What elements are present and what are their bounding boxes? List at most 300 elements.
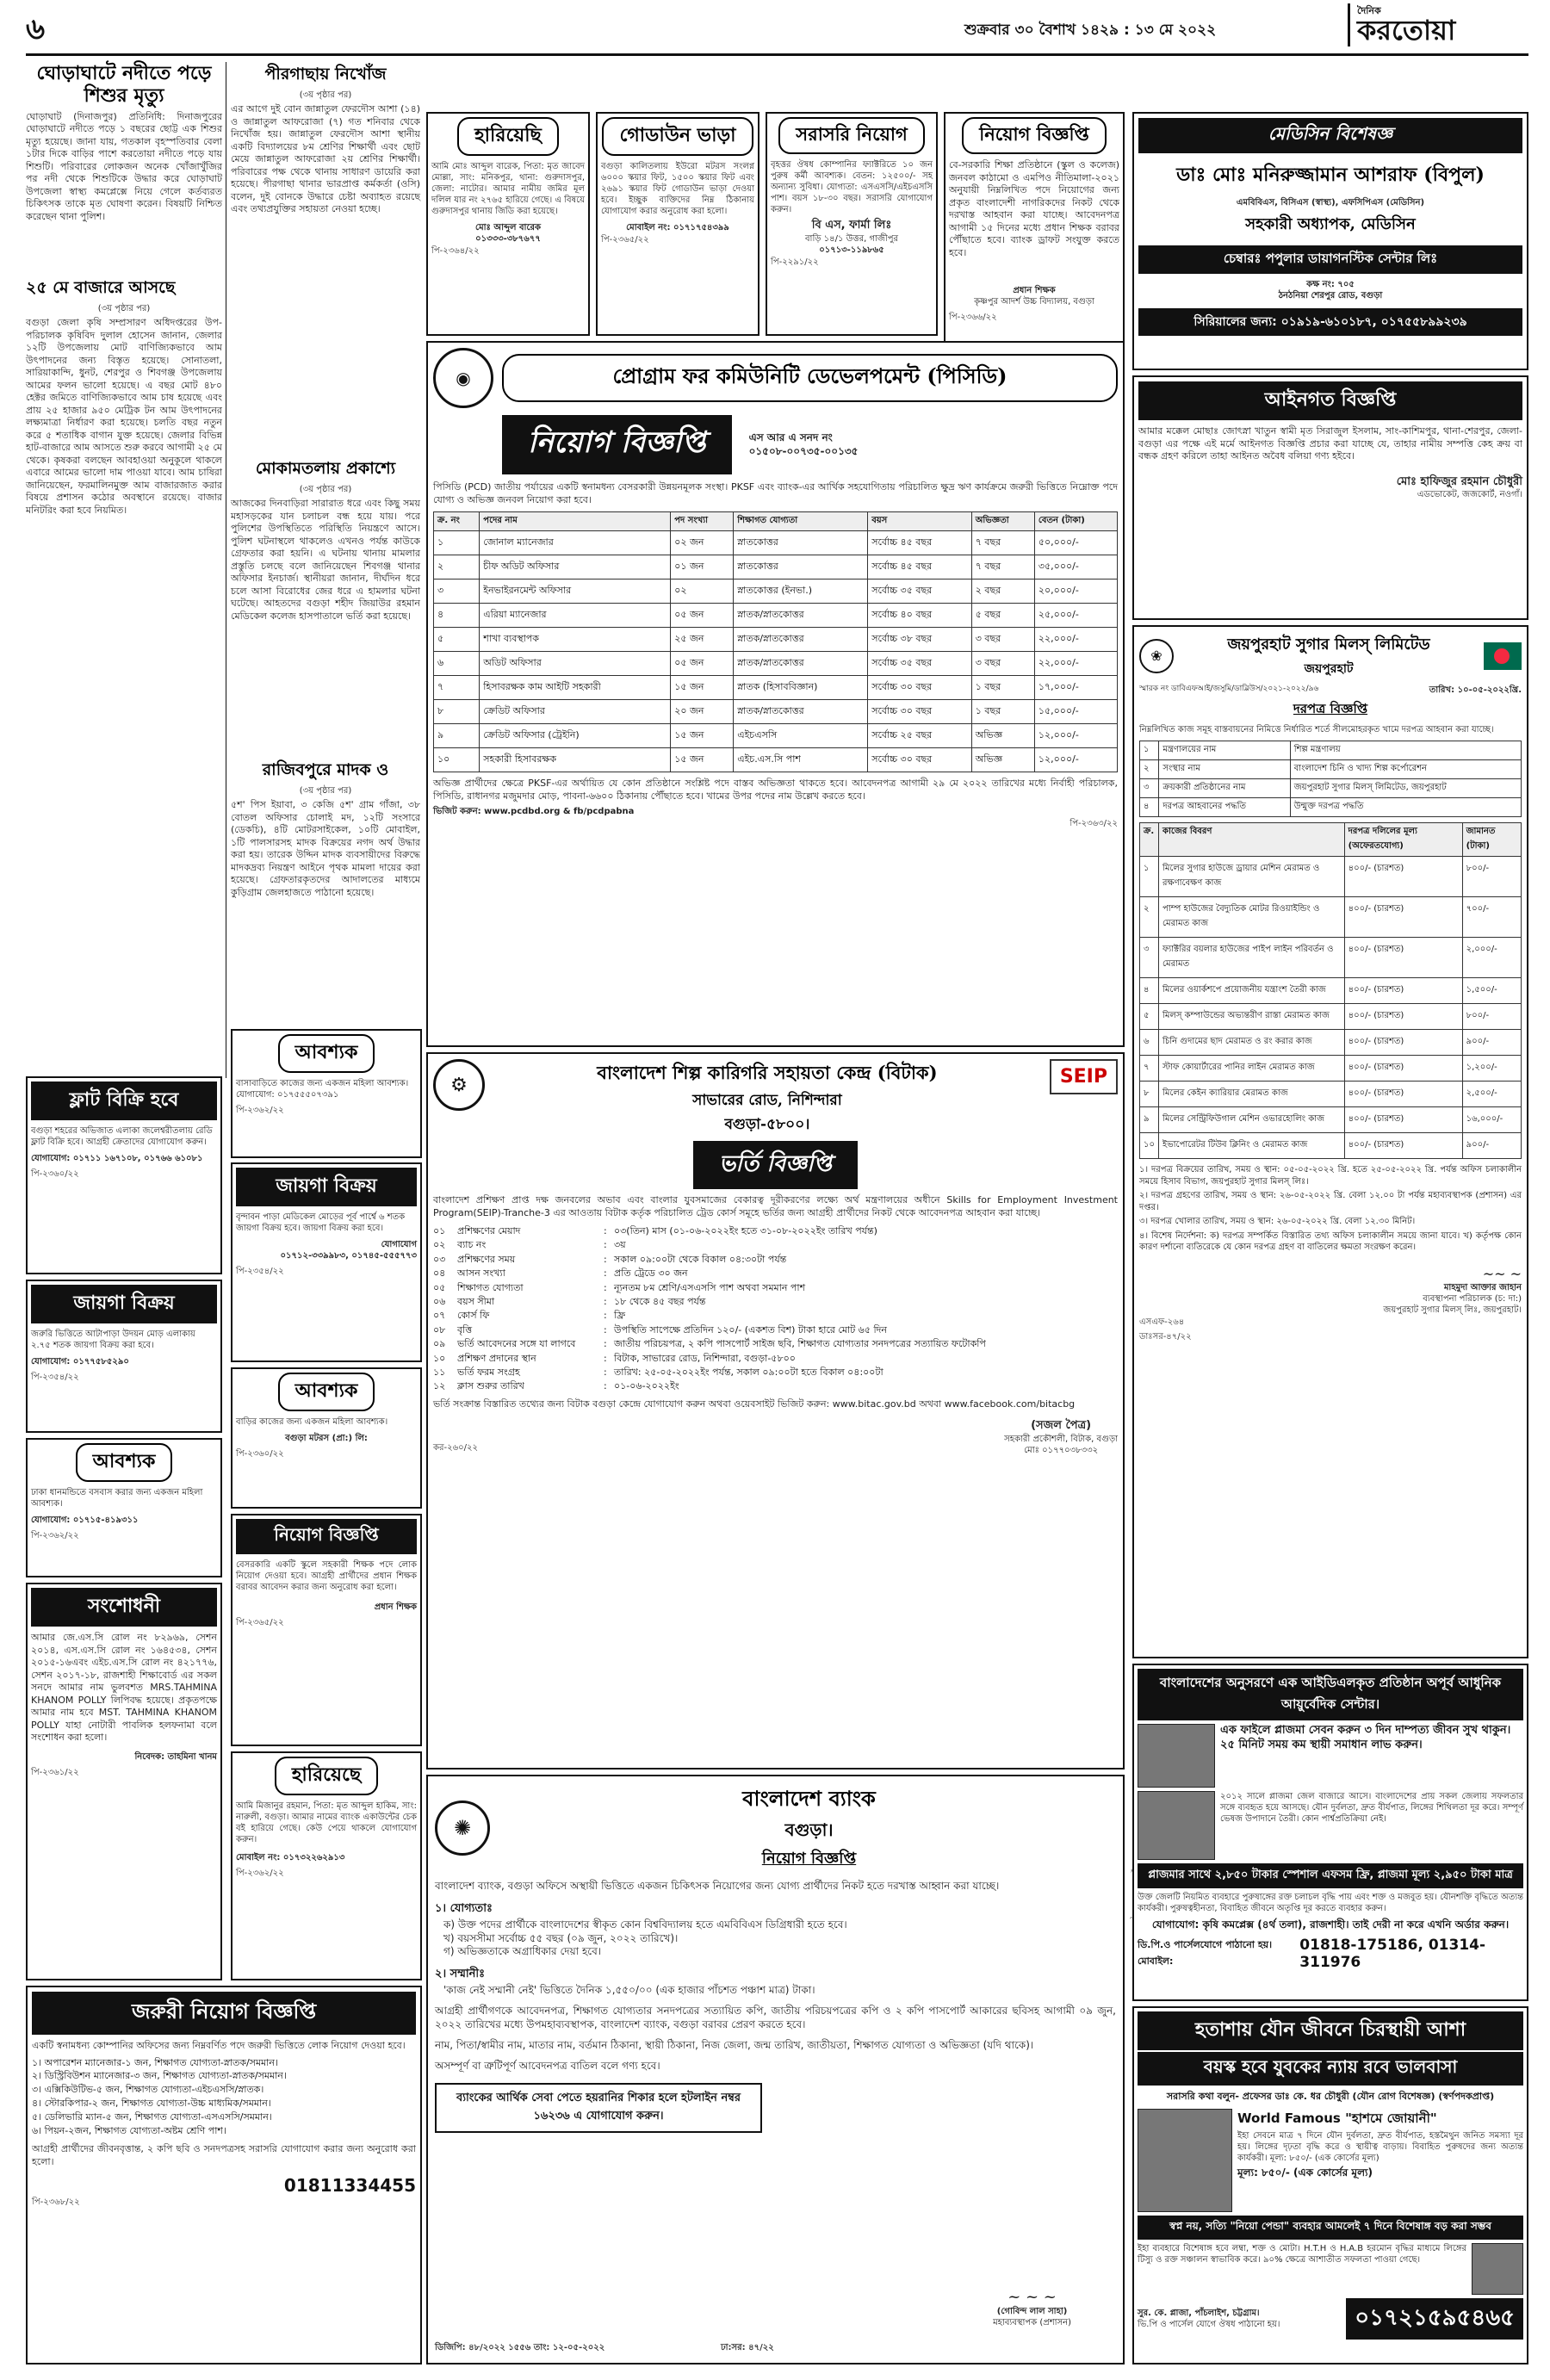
table-header: দরপত্র দলিলের মূল্য (অফেরতযোগ্য) <box>1344 823 1462 857</box>
ad-sign: মোঃ আব্দুল বারেক <box>475 223 541 232</box>
ad-title: নিয়োগ বিজ্ঞপ্তি <box>949 117 1119 154</box>
ad-title: জায়গা বিক্রয় <box>31 1285 217 1323</box>
ad-intro: একটি স্বনামধন্য কোম্পানির অফিসের জন্য নিম্নবর্ণিত পদে জরুরী ভিত্তিতে লোক নিয়োগ দেওয়া হবে। <box>32 2040 406 2051</box>
item-label: কোর্স ফি <box>457 1310 490 1322</box>
table-header: ক্র. <box>1140 823 1159 857</box>
table-cell: ৪০০/- (চারশত) <box>1344 938 1462 978</box>
doctor-heading: মেডিসিন বিশেষজ্ঞ <box>1138 118 1522 153</box>
table-cell: সর্বোচ্চ ৩৫ বছর <box>868 652 971 676</box>
sugar-sign3: জয়পুরহাট সুগার মিলস্ লিঃ, জয়পুরহাট। <box>1383 1305 1522 1315</box>
table-cell: ২২,০০০/- <box>1034 628 1117 652</box>
news-sub: (৩য় পৃষ্ঠার পর) <box>299 786 352 796</box>
item-no: ১২ <box>433 1380 446 1392</box>
list-item: ২। ডিস্ট্রিবিউশন ম্যানেজার-৩ জন, শিক্ষাগত যোগ্যতা-স্নাতক/সমমান। <box>32 2070 287 2082</box>
ad-sign2: এডভোকেট, জজকোর্ট, নওগাঁ। <box>1417 490 1522 500</box>
doctor-post: সহকারী অধ্যাপক, মেডিসিন <box>1245 215 1416 233</box>
table-cell: সংস্থার নাম <box>1159 760 1290 779</box>
ad-songshodhoni <box>26 1583 222 1980</box>
ad-bangladesh-bank <box>426 1775 1125 2365</box>
ad-body: বগুড়া কালিতলায় ইউরো মটরস সংলগ্ন ৬০০০ স্কয়ার ফিট, ১৫০০ স্কয়ার ফিট এবং ২৬৯১ স্কয়ার ফিট গোডাউন ভাড়া দেওয়া হবে। ইচ্ছুক ব্যক্তিদের নিম্ন ঠিকানায় যোগাযোগ করার অনুরোধ করা হলো। <box>601 162 754 216</box>
table-cell: অভিজ্ঞ <box>971 748 1034 772</box>
issue-date: শুক্রবার ৩০ বৈশাখ ১৪২৯ : ১৩ মে ২০২২ <box>964 22 1217 39</box>
table-row <box>1140 798 1522 817</box>
ad-herbal-1 <box>1132 1664 1528 2001</box>
ad-abosshok-2 <box>231 1367 422 1509</box>
sugar-logo-icon: ❀ <box>1139 639 1174 673</box>
item-no: ১০ <box>433 1352 446 1364</box>
ad-sorasori-niyog <box>766 112 938 336</box>
table-cell: এরিয়া ম্যানেজার <box>480 604 671 628</box>
table-cell: ১৫ জন <box>671 748 734 772</box>
herbal2-phone: ০১৭২১৫৯৫৪৬৫ <box>1346 2298 1523 2340</box>
bank-para3: অসম্পূর্ণ বা ত্রুটিপূর্ণ আবেদনপত্র বাতিল বলে গণ্য হবে। <box>435 2059 660 2072</box>
list-item <box>433 1379 1118 1392</box>
list-item: ৩। দরপত্র খোলার তারিখ, সময় ও স্থান: ২৬-০৫-২০২২ খ্রি. বেলা ১২.৩০ মিনিট। <box>1139 1217 1416 1226</box>
table-cell: ১ <box>434 531 480 555</box>
ad-phone: যোগাযোগ: ০১৭১৫-৪১৯৩১১ <box>31 1515 139 1525</box>
news-pirgacha <box>231 62 420 216</box>
table-row <box>1140 938 1522 978</box>
ad-abosshok-3 <box>26 1438 222 1577</box>
table-cell: শিল্প মন্ত্রণালয় <box>1290 741 1521 760</box>
list-item: ১। অপারেশন ম্যানেজার-১ জন, শিক্ষাগত যোগ্যতা-স্নাতক/সমমান। <box>32 2056 278 2068</box>
ad-ref: পি-২৩৬৬/২২ <box>949 313 997 323</box>
sugar-works-table <box>1139 822 1522 1159</box>
bank-para: আগ্রহী প্রার্থীগণকে আবেদনপত্র, শিক্ষাগত যোগ্যতার সনদপত্রের সত্যায়িত কপি, জাতীয় পরিচয়পত্রের কপি ও ২ কপি পাসপোর্ট আকারের ছবিসহ আগামী ০৯ জুন, ২০২২ তারিখের মধ্যে উপমহাব্যবস্থাপক, বাংলাদেশ ব্যাংক, বগুড়া বরাবর প্রেরণ করতে হবে। <box>435 2005 1116 2030</box>
ad-body: আমার জে.এস.সি রোল নং ৮২৯৬৯, সেশন ২০১৪, এস.এস.সি রোল নং ১৬৪৫৩৪, সেশন ২০১৫-১৬এবং এইচ.এস.সি রোল নং ৪২১৭৭৬, সেশন ২০১৭-১৮, রাজশাহী শিক্ষাবোর্ড এর সকল সনদে আমার নাম ভুলবশত MRS.TAHMINA KHANOM POLLY লিপিবদ্ধ হয়েছে। প্রকৃতপক্ষে আমার নাম হবে MST. TAHMINA KHANOM POLLY যাহা নোটারী পাবলিক হলফনামা বলে সংশোধন করা হলো। <box>31 1632 217 1744</box>
ad-phone: যোগাযোগ: ০১৭১১ ১৬৭১০৮, ০১৭৬৬ ৬১০৮১ <box>31 1154 203 1163</box>
bd-flag-icon <box>1484 642 1522 670</box>
ad-ref-2: ঢা:সর: ৪৭/২২ <box>721 2343 774 2352</box>
table-cell: ০১ জন <box>671 555 734 580</box>
herbal2-addr: সুর. কে. প্লাজা, পাঁচলাইশ, চট্টগ্রাম। <box>1138 2309 1260 2318</box>
list-item: ৪। স্টোরকিপার-২ জন, শিক্ষাগত যোগ্যতা-উচ্চ মাধ্যমিক/সমমান। <box>32 2098 271 2110</box>
bank-logo-icon: ✺ <box>435 1800 490 1856</box>
item-value: তারিখ: ২৫-০৫-২০২২ইং পর্যন্ত, সকাল ০৯:০০টা হতে বিকাল ০৪:০০টা <box>614 1366 884 1378</box>
ad-body: বৃহত্তর ঔষধ কোম্পানির ফ্যাক্টরিতে ১০ জন পুরুষ কর্মী আবশ্যক। বেতন: ১২৫০০/- সহ অন্যান্য সুবিধা। যোগ্যতা: এসএসসি/এইচএসসি পাশ। বয়স ১৮-৩০ বছর। সরাসরি যোগাযোগ করুন। <box>771 160 933 214</box>
news-sub: (৩য় পৃষ্ঠার পর) <box>299 90 352 100</box>
ad-phone: 01811334455 <box>283 2175 416 2197</box>
herbal1-doctor-image <box>1138 1791 1215 1860</box>
table-row <box>434 628 1118 652</box>
ad-body: বগুড়া শহরের অভিজাত এলাকা জলেশ্বরীতলায় রেডি ফ্লাট বিক্রি হবে। আগ্রহী ক্রেতাদের যোগাযোগ করুন। <box>31 1126 213 1147</box>
table-cell: ১ বছর <box>971 676 1034 700</box>
logo-text: করতোয়া <box>1357 14 1456 46</box>
table-row <box>434 555 1118 580</box>
herbal1-product-image <box>1138 1724 1215 1788</box>
table-cell: ৭ <box>434 676 480 700</box>
table-cell: ৭০০/- <box>1462 897 1521 938</box>
table-cell: ৪০০/- (চারশত) <box>1344 1082 1462 1107</box>
table-cell: ৩৫,০০০/- <box>1034 555 1117 580</box>
item-sep: : <box>604 1267 607 1280</box>
table-cell: মিলের কেইন ক্যারিয়ার মেরামত কাজ <box>1159 1082 1345 1107</box>
table-cell: ১,২০০/- <box>1462 1056 1521 1082</box>
item-value: ১৮ থেকে ৪৫ বছর পর্যন্ত <box>614 1295 706 1307</box>
ad-phone: ০১৩৩৩-৩৮৭৬৭৭ <box>475 234 541 244</box>
table-row <box>1140 779 1522 798</box>
ad-sign: মোঃ হাফিজুর রহমান চৌধুরী <box>1396 474 1522 488</box>
table-row <box>434 531 1118 555</box>
table-cell: ক্রয়কারী প্রতিষ্ঠানের নাম <box>1159 779 1290 798</box>
bank-l1: ক) উক্ত পদের প্রার্থীকে বাংলাদেশের স্বীকৃত কোন বিশ্ববিদ্যালয় হতে এমবিবিএস ডিগ্রিধারী হতে হবে। <box>443 1918 847 1931</box>
table-row <box>434 700 1118 724</box>
table-cell: ৭ বছর <box>971 531 1034 555</box>
sugar-terms <box>1139 1164 1522 1254</box>
ad-ref: পি-২৩৫৪/২২ <box>31 1373 79 1382</box>
table-cell: জয়পুরহাট সুগার মিলস্ লিমিটেড, জয়পুরহাট <box>1290 779 1521 798</box>
table-cell: ৯০০/- <box>1462 1030 1521 1056</box>
news-ghoraghat <box>26 62 222 223</box>
item-sep: : <box>604 1239 607 1251</box>
table-row <box>434 580 1118 604</box>
seip-badge: SEIP <box>1050 1059 1118 1094</box>
news-sub: (৩য় পৃষ্ঠার পর) <box>299 485 352 494</box>
table-cell: স্নাতক/স্নাতকোত্তর <box>734 700 868 724</box>
masthead-logo <box>1348 3 1528 46</box>
news-title: রাজিবপুরে মাদক ও <box>262 760 389 779</box>
item-label: আসন সংখ্যা <box>457 1267 505 1280</box>
table-header: ক্র. নং <box>434 512 480 531</box>
table-header: কাজের বিবরণ <box>1159 823 1345 857</box>
sugar-sign2: ব্যবস্থাপনা পরিচালক (চ: দা:) <box>1423 1293 1522 1304</box>
table-cell: সর্বোচ্চ ৪৫ বছর <box>868 531 971 555</box>
ad-contact: বি এস, ফার্মা লিঃ <box>811 219 892 232</box>
table-cell: সর্বোচ্চ ৪০ বছর <box>868 604 971 628</box>
ad-sign: নিবেদক: তাহমিনা খানম <box>134 1751 217 1762</box>
doctor-room: কক্ষ নং: ৭০৫ <box>1306 280 1355 289</box>
herbal1-phone: 01818-175186, 01314-311976 <box>1299 1937 1486 1971</box>
ad-ref: পি-২৩৬৫/২২ <box>236 1618 284 1627</box>
table-cell: মিলস্ কম্পাউন্ডের অভ্যন্তরীণ রাস্তা মেরামত কাজ <box>1159 1004 1345 1030</box>
list-item <box>433 1323 1118 1336</box>
table-cell: ৮০০/- <box>1462 1004 1521 1030</box>
ad-sign: প্রধান শিক্ষক <box>374 1602 417 1612</box>
table-cell: ৪ <box>1140 798 1159 817</box>
table-cell: ১২,০০০/- <box>1034 724 1117 748</box>
pcd-title: প্রোগ্রাম ফর কমিউনিটি ডেভেলপমেন্ট (পিসিডি) <box>502 354 1118 402</box>
table-cell: ২৫ জন <box>671 628 734 652</box>
ad-hariyechhi-2 <box>231 1751 422 1980</box>
ad-ref: পি-২২৯১/২২ <box>771 257 819 267</box>
doctor-address: ঠনঠনিয়া শেরপুর রোড, বগুড়া <box>1278 291 1383 301</box>
table-cell: ১৬,০০০/- <box>1462 1107 1521 1133</box>
ad-title: আবশ্যক <box>236 1034 417 1073</box>
herbal1-headline: বাংলাদেশের অনুসরণে এক আইডিএলকৃত প্রতিষ্ঠান অপূর্ব আধুনিক আয়ুর্বেদিক সেন্টার। <box>1138 1669 1523 1720</box>
table-cell: এইচ.এস.সি পাশ <box>734 748 868 772</box>
table-cell: ৪০০/- (চারশত) <box>1344 1004 1462 1030</box>
table-cell: ৮০০/- <box>1462 857 1521 897</box>
ad-phone: ০১৭১২-৩৩৯৯৮৩, ০১৭৪৫-৫৫৫৭৭৩ <box>280 1251 417 1261</box>
bitac-sign: (সজল পৈত্র) <box>1031 1419 1092 1433</box>
table-row <box>434 604 1118 628</box>
sugar-signature: ~~ ~ <box>1482 1265 1522 1282</box>
item-no: ০৮ <box>433 1323 446 1336</box>
sugar-date: তারিখ: ১০-০৫-২০২২খ্রি. <box>1429 685 1522 695</box>
table-cell: স্টাফ কোয়ার্টারের পানির লাইন মেরামত কাজ <box>1159 1056 1345 1082</box>
ad-jorori-niyog <box>26 1986 422 2365</box>
item-sep: : <box>604 1352 607 1364</box>
table-header: বেতন (টাকা) <box>1034 512 1117 531</box>
item-no: ১১ <box>433 1366 446 1378</box>
ad-ref: ডিজিপি: ৪৮/২০২২ ১৫৫৬ তাং: ১২-০৫-২০২২ <box>435 2343 605 2352</box>
table-row <box>1140 978 1522 1004</box>
table-cell: ১০ <box>1140 1133 1159 1159</box>
bitac-items <box>433 1224 1118 1393</box>
pcd-reg: এস আর এ সনদ নং ০১৫০৮-০০৭৩৫-০০১৩৫ <box>748 431 859 457</box>
table-cell: স্নাতক/স্নাতকোত্তর <box>734 628 868 652</box>
ad-body: বাসাবাড়িতে কাজের জন্য একজন মহিলা আবশ্যক। যোগাযোগ: ০১৭৫৫৫০৭৩৯১ <box>236 1079 409 1100</box>
ad-sugar-mill <box>1132 625 1528 1658</box>
ad-body: আমার মক্কেল মোছাঃ জোৎস্না খাতুন স্বামী মৃত সিরাজুল ইসলাম, সাং-কাশিমপুর, থানা-শেরপুর, জেলা-বগুড়া এর পক্ষে এই মর্মে আইনগত বিজ্ঞপ্তি প্রচার করা যাচ্ছে যে, তাহার নামীয় সম্পত্তি কেহ ক্রয় বা বন্ধক গ্রহণ করিলে তাহা আইনত অবৈধ বলিয়া গণ্য হইবে। <box>1138 425 1522 462</box>
table-row <box>434 748 1118 772</box>
bitac-addr1: সাভারের রোড, নিশিন্দারা <box>692 1092 842 1109</box>
table-cell: স্নাতকোত্তর <box>734 531 868 555</box>
table-cell: ৪ <box>1140 978 1159 1004</box>
item-label: বৃত্তি <box>457 1323 473 1336</box>
table-cell: ০৫ জন <box>671 604 734 628</box>
list-item <box>433 1352 1118 1365</box>
table-row <box>434 652 1118 676</box>
ad-title: আইনগত বিজ্ঞপ্তি <box>1138 381 1522 420</box>
item-value: জাতীয় পরিচয়পত্র, ২ কপি পাসপোর্ট সাইজ ছবি, শিক্ষাগত যোগ্যতার সনদপত্রের সত্যায়িত ফটোকপি <box>614 1338 986 1350</box>
table-cell: ৮ <box>434 700 480 724</box>
item-no: ০১ <box>433 1225 446 1237</box>
ad-ref: পি-২৩৬১/২২ <box>31 1767 79 1777</box>
table-cell: সর্বোচ্চ ৩৮ বছর <box>868 628 971 652</box>
table-header: অভিজ্ঞতা <box>971 512 1034 531</box>
table-cell: ৯ <box>434 724 480 748</box>
table-cell: এইচএসসি <box>734 724 868 748</box>
ad-ref: পি-২৩৬০/২২ <box>236 1449 284 1459</box>
table-cell: সর্বোচ্চ ৩০ বছর <box>868 700 971 724</box>
item-no: ০২ <box>433 1239 446 1251</box>
ad-phone: মোবাইল নং: ০১৭১৭৫৪৩৯৯ <box>626 223 729 232</box>
item-value: ০৩(তিন) মাস (০১-০৬-২০২২ইং হতে ৩১-০৮-২০২২ইং তারিখ পর্যন্ত) <box>614 1225 877 1237</box>
item-label: বয়স সীমা <box>457 1295 495 1307</box>
table-cell: মিলের সুগার হাউজে ড্রায়ার মেশিন মেরামত ও রক্ষণাবেক্ষণ কাজ <box>1159 857 1345 897</box>
ad-ref: পি-২৩৬৮/২২ <box>32 2197 80 2208</box>
ad-contact: যোগাযোগ <box>381 1240 417 1249</box>
ad-body: বৃন্দাবন পাড়া মেডিকেল মোড়ের পূর্ব পার্শ্বে ৬ শতক জায়গা বিক্রয় হবে। জায়গা বিক্রয় করা হবে। <box>236 1212 406 1233</box>
ad-legal-notice <box>1132 375 1528 620</box>
table-cell: ২২,০০০/- <box>1034 652 1117 676</box>
table-cell: ১ <box>1140 741 1159 760</box>
ad-title: জরুরী নিয়োগ বিজ্ঞপ্তি <box>32 1992 416 2035</box>
list-item <box>433 1281 1118 1294</box>
news-rajibpur <box>231 758 420 899</box>
herbal1-sub: এক ফাইলে প্লাজমা সেবন করুন ৩ দিন দাম্পত্য জীবন সুখ থাকুন। ২৫ মিনিট সময় কম স্থায়ী সমাধান লাভ করুন। <box>1220 1724 1511 1751</box>
ad-body: বে-সরকারি শিক্ষা প্রতিষ্ঠানে (স্কুল ও কলেজ) জনবল কাঠামো ও এমপিও নীতিমালা-২০২১ অনুযায়ী নিম্নলিখিত পদে নিয়োগের জন্য প্রকৃত বাংলাদেশী নাগরিকদের নিকট থেকে দরখাস্ত আহবান করা যাচ্ছে। আবেদনপত্র আগামী ১৫ দিনের মধ্যে প্রধান শিক্ষক বরাবর পৌঁছাতে হবে। ব্যাংক ড্রাফট সংযুক্ত করতে হবে। <box>949 159 1119 258</box>
table-cell: ৩ <box>1140 779 1159 798</box>
doctor-degrees: এমবিবিএস, বিসিএস (স্বাস্থ্য), এফসিপিএস (মেডিসিন) <box>1236 198 1425 208</box>
list-item <box>433 1309 1118 1322</box>
news-title: মোকামতলায় প্রকাশ্যে <box>255 459 396 478</box>
table-cell: ১৫ জন <box>671 724 734 748</box>
table-cell: ২০ জন <box>671 700 734 724</box>
table-cell: অডিট অফিসার <box>480 652 671 676</box>
item-value: বিটাক, সাভারের রোড, নিশিন্দারা, বগুড়া-৫৮০০ <box>614 1352 796 1364</box>
news-mokamtola <box>231 456 420 623</box>
ad-ref: পি-২৩৬২/২২ <box>236 1106 284 1115</box>
ad-body: আমি মোঃ আব্দুল বারেক, পিতা: মৃত জাবেদ মোল্লা, সাং: মনিকপুর, থানা: গুরুদাসপুর, জেলা: নাটোর। আমার নামীয় জমির মূল দলিল যার নং ২৭৬৫ হারিয়ে গেছে। এ বিষয়ে গুরুদাসপুর থানায় জিডি করা হয়েছে। <box>431 162 585 216</box>
herbal2-sub: বয়স্ক হবে যুবকের ন্যায় রবে ভালবাসা <box>1138 2052 1523 2086</box>
table-cell: ১০ <box>434 748 480 772</box>
bank-title: বাংলাদেশ ব্যাংক <box>742 1786 876 1811</box>
pcd-intro: পিসিডি (PCD) জাতীয় পর্যায়ের একটি স্বনামধন্য বেসরকারী উন্নয়নমূলক সংস্থা। PKSF এবং ব্যাংক-এর আর্থিক সহযোগিতায় পরিচালিত ক্ষুদ্র ঋণ কার্যক্রমে জরুরী ভিত্তিতে নিম্নোক্ত পদে যোগ্য ও অভিজ্ঞ জনবল নিয়োগ করা হবে। <box>433 481 1118 505</box>
table-cell: ২ <box>434 555 480 580</box>
item-label: শিক্ষাগত যোগ্যতা <box>457 1281 524 1293</box>
table-header: পদের নাম <box>480 512 671 531</box>
ad-flat-sale <box>26 1076 222 1274</box>
table-cell: ১ <box>1140 857 1159 897</box>
pcd-web: ভিজিট করুন: www.pcdbd.org & fb/pcdpabna <box>433 807 635 817</box>
herbal2-price: মূল্য: ৮৫০/- (এক কোর্সের মূল্য) <box>1237 2166 1373 2179</box>
ad-jayga-2 <box>26 1280 222 1433</box>
table-cell: হিসাবরক্ষক কাম আইটি সহকারী <box>480 676 671 700</box>
table-cell: ২ <box>1140 897 1159 938</box>
ad-body: বাড়ির কাজের জন্য একজন মহিলা আবশ্যক। <box>236 1417 388 1427</box>
list-item <box>433 1337 1118 1350</box>
table-cell: জোনাল ম্যানেজার <box>480 531 671 555</box>
list-item: ৩। এক্সিকিউটিভ-৫ জন, শিক্ষাগত যোগ্যতা-এইচএসসি/স্নাতক। <box>32 2084 264 2096</box>
table-cell: সর্বোচ্চ ৩০ বছর <box>868 676 971 700</box>
ad-herbal-2 <box>1132 2006 1528 2365</box>
table-cell: ৬ <box>1140 1030 1159 1056</box>
item-sep: : <box>604 1281 607 1293</box>
herbal2-product-en: World Famous <box>1237 2110 1341 2126</box>
herbal1-contact: যোগাযোগ: কৃষি কমপ্লেক্স (৪র্থ তলা), রাজশাহী। তাই দেরী না করে এখনি অর্ডার করুন। <box>1151 1918 1510 1931</box>
ad-niyog-small <box>231 1514 422 1746</box>
table-cell: অভিজ্ঞ <box>971 724 1034 748</box>
bank-niyog: নিয়োগ বিজ্ঞপ্তি <box>761 1850 857 1868</box>
pcd-niyog: নিয়োগ বিজ্ঞপ্তি <box>502 415 732 474</box>
herbal1-contact2: ডি.পি.ও পার্সেলযোগে পাঠানো হয়। মোবাইল: <box>1138 1939 1273 1967</box>
ad-title: হারিয়েছে <box>236 1757 417 1795</box>
ad-ref: পি-২৩৬২/২২ <box>236 1869 284 1878</box>
list-item <box>433 1238 1118 1251</box>
item-value: উপস্থিতি সাপেক্ষে প্রতিদিন ১২০/- (একশত বিশ) টাকা হারে মোট ৬৫ দিন <box>614 1323 887 1336</box>
ad-abosshok-1 <box>231 1029 422 1158</box>
ad-ref: কর-২৬০/২২ <box>433 1443 478 1453</box>
table-row <box>1140 741 1522 760</box>
ad-jayga-1 <box>231 1162 422 1362</box>
item-sep: : <box>604 1380 607 1392</box>
item-sep: : <box>604 1323 607 1336</box>
table-cell: ২০,০০০/- <box>1034 580 1117 604</box>
table-cell: ইনভাইরনমেন্ট অফিসার <box>480 580 671 604</box>
bitac-addr2: বগুড়া-৫৮০০। <box>724 1116 810 1133</box>
table-cell: ৫ <box>1140 1004 1159 1030</box>
news-mango <box>26 276 222 517</box>
ad-godown <box>596 112 760 336</box>
herbal1-body: ২০১২ সালে প্লাজমা জেল বাজারে আসে। বাংলাদেশের প্রায় সকল জেলায় সফলতার সঙ্গে ব্যবহৃত হয়ে আসছে। যৌন দুর্বলতা, দ্রুত বীর্যপাত, লিঙ্গের শিথিলতা দূর করে। সম্পূর্ণ ভেষজ উপাদানে তৈরী। কোন পার্শ্বপ্রতিক্রিয়া নেই। <box>1220 1792 1523 1824</box>
table-cell: ৩ বছর <box>971 652 1034 676</box>
bitac-vorti: ভর্তি বিজ্ঞপ্তি <box>693 1141 858 1189</box>
table-cell: উন্মুক্ত দরপত্র পদ্ধতি <box>1290 798 1521 817</box>
item-value: সকাল ০৯:০০টা থেকে বিকাল ০৪:৩০টা পর্যন্ত <box>614 1253 787 1265</box>
item-label: ব্যাচ নং <box>457 1239 487 1251</box>
item-no: ০৭ <box>433 1310 446 1322</box>
table-cell: ২ বছর <box>971 580 1034 604</box>
ad-title: নিয়োগ বিজ্ঞপ্তি <box>236 1519 417 1554</box>
ad-phone: যোগাযোগ: ০১৭৭৫৮৫২৯০ <box>31 1357 129 1367</box>
ad-body: জরুরি ভিত্তিতে আটাপাড়া উদয়ন মোড় এলাকায় ২.৭৫ শতক জায়গা বিক্রয় করা হবে। <box>31 1329 195 1350</box>
list-item <box>433 1267 1118 1280</box>
table-cell: ৪০০/- (চারশত) <box>1344 978 1462 1004</box>
table-cell: ১,৫০০/- <box>1462 978 1521 1004</box>
table-row <box>1140 857 1522 897</box>
ad-phone: মোবাইল নং: ০১৭৩২২৬২৯১৩ <box>236 1853 345 1862</box>
table-cell: বাংলাদেশ চিনি ও খাদ্য শিল্প কর্পোরেশন <box>1290 760 1521 779</box>
table-cell: মিলের সেন্ট্রিফিউগাল মেশিন ওভারহোলিং কাজ <box>1159 1107 1345 1133</box>
ad-addr: কৃষ্ণপুর আদর্শ উচ্চ বিদ্যালয়, বগুড়া <box>974 297 1094 307</box>
table-row <box>1140 1056 1522 1082</box>
table-cell: ৫ <box>434 628 480 652</box>
table-cell: ২৫,০০০/- <box>1034 604 1117 628</box>
ad-phone: ০১৭১৩-১১৯৮৬৫ <box>819 245 884 255</box>
table-cell: ক্রেডিট অফিসার (ট্রেইনি) <box>480 724 671 748</box>
table-cell: ১৭,০০০/- <box>1034 676 1117 700</box>
table-cell: ৮ <box>1140 1082 1159 1107</box>
doctor-chamber: চেম্বারঃ পপুলার ডায়াগনস্টিক সেন্টার লিঃ <box>1138 245 1522 274</box>
item-value: প্রতি ট্রেডে ৩০ জন <box>614 1267 688 1280</box>
ad-footer: আগ্রহী প্রার্থীদের জীবনবৃত্তান্ত, ২ কপি ছবি ও সনদপত্রসহ সরাসরি যোগাযোগ করার জন্য অনুরোধ করা হলো। <box>32 2143 416 2167</box>
herbal2-doctor: সরাসরি কথা বলুন- প্রফেসর ডাঃ কে. ধর চৌধুরী (যৌন রোগ বিশেষজ্ঞ) (স্বর্ণপদকপ্রাপ্ত) <box>1166 2091 1495 2102</box>
table-cell: ৩ <box>1140 938 1159 978</box>
ad-ref: পি-২৩৫৪/২২ <box>236 1267 284 1276</box>
table-cell: ১৫,০০০/- <box>1034 700 1117 724</box>
news-sub: (৩য় পৃষ্ঠার পর) <box>97 304 151 313</box>
bitac-sign2: সহকারী প্রকৌশলী, বিটাক, বগুড়া <box>1004 1435 1118 1445</box>
table-row <box>1140 760 1522 779</box>
ad-title: সরাসরি নিয়োগ <box>771 117 933 154</box>
sugar-info-table <box>1139 741 1522 817</box>
bank-h1: ১। যোগ্যতাঃ <box>435 1901 493 1915</box>
table-cell: ৬ <box>434 652 480 676</box>
ad-ref-2: ডাঃসর-৪৭/২২ <box>1139 1331 1192 1342</box>
item-sep: : <box>604 1295 607 1307</box>
table-row <box>434 724 1118 748</box>
table-cell: ৩ <box>434 580 480 604</box>
ad-ref: পি-২৩৬৩/২২ <box>1070 819 1118 829</box>
news-title: ঘোড়াঘাটে নদীতে পড়ে শিশুর মৃত্যু <box>36 62 212 108</box>
table-cell: ৭ বছর <box>971 555 1034 580</box>
sugar-sign: মাহমুদা আক্তার জাহান <box>1443 1282 1522 1292</box>
pcd-footer: অভিজ্ঞ প্রার্থীদের ক্ষেত্রে PKSF-এর অর্থায়িত যে কোন প্রতিষ্ঠানে সংশ্লিষ্ট পদে বাস্তব অভিজ্ঞতা থাকতে হবে। আবেদনপত্র আগামী ২৯ মে ২০২২ তারিখের মধ্যে নির্বাহী পরিচালক, পিসিডি, রাধানগর মজুমদার মোড়, পাবনা-৬৬০০ ঠিকানায় পৌঁছাতে হবে। খামের উপর পদের নাম উল্লেখ করতে হবে। <box>433 778 1118 802</box>
table-cell: ২,৫০০/- <box>1462 1082 1521 1107</box>
list-item: ২। দরপত্র গ্রহণের তারিখ, সময় ও স্থান: ২৬-০৫-২০২২ খ্রি. বেলা ১২.০০ টা পর্যন্ত মহাব্যবস্থাপক (প্রশাসন) এর দপ্তর। <box>1139 1191 1522 1212</box>
table-cell: সর্বোচ্চ ৪৫ বছর <box>868 555 971 580</box>
item-sep: : <box>604 1366 607 1378</box>
table-cell: মন্ত্রণালয়ের নাম <box>1159 741 1290 760</box>
bank-intro: বাংলাদেশ ব্যাংক, বগুড়া অফিসে অস্থায়ী ভিত্তিতে একজন চিকিৎসক নিয়োগের জন্য যোগ্য প্রার্থীদের নিকট হতে দরখাস্ত আহ্বান করা যাচ্ছে। <box>435 1880 1000 1892</box>
table-row <box>434 676 1118 700</box>
table-row <box>1140 1082 1522 1107</box>
table-cell: ১ বছর <box>971 700 1034 724</box>
item-label: ভর্তি আবেদনের সঙ্গে যা লাগবে <box>457 1338 576 1350</box>
ad-body: ঢাকা ধানমন্ডিতে বসবাস করার জন্য একজন মহিলা আবশ্যক। <box>31 1488 203 1509</box>
item-value: ৩য় <box>614 1239 626 1251</box>
table-cell: ৪০০/- (চারশত) <box>1344 1030 1462 1056</box>
ad-title: আবশ্যক <box>236 1373 417 1411</box>
ad-hariyechhi-1 <box>426 112 590 336</box>
table-cell: ১২,০০০/- <box>1034 748 1117 772</box>
herbal2-bar: স্বপ্ন নয়, সত্যি "নিয়ো পেন্ডা" ব্যবহার আমলেই ৭ দিনে বিশেষাঙ্গ বড় করা সম্ভব <box>1138 2216 1523 2240</box>
bank-footer: ব্যাংকের আর্থিক সেবা পেতে হয়রানির শিকার হলে হটলাইন নম্বর ১৬২৩৬ এ যোগাযোগ করুন। <box>435 2083 762 2133</box>
list-item: ৫। ডেলিভারি ম্যান-৫ জন, শিক্ষাগত যোগ্যতা-এসএসসি/সমমান। <box>32 2111 272 2123</box>
bitac-logo-icon: ⚙ <box>433 1059 485 1111</box>
